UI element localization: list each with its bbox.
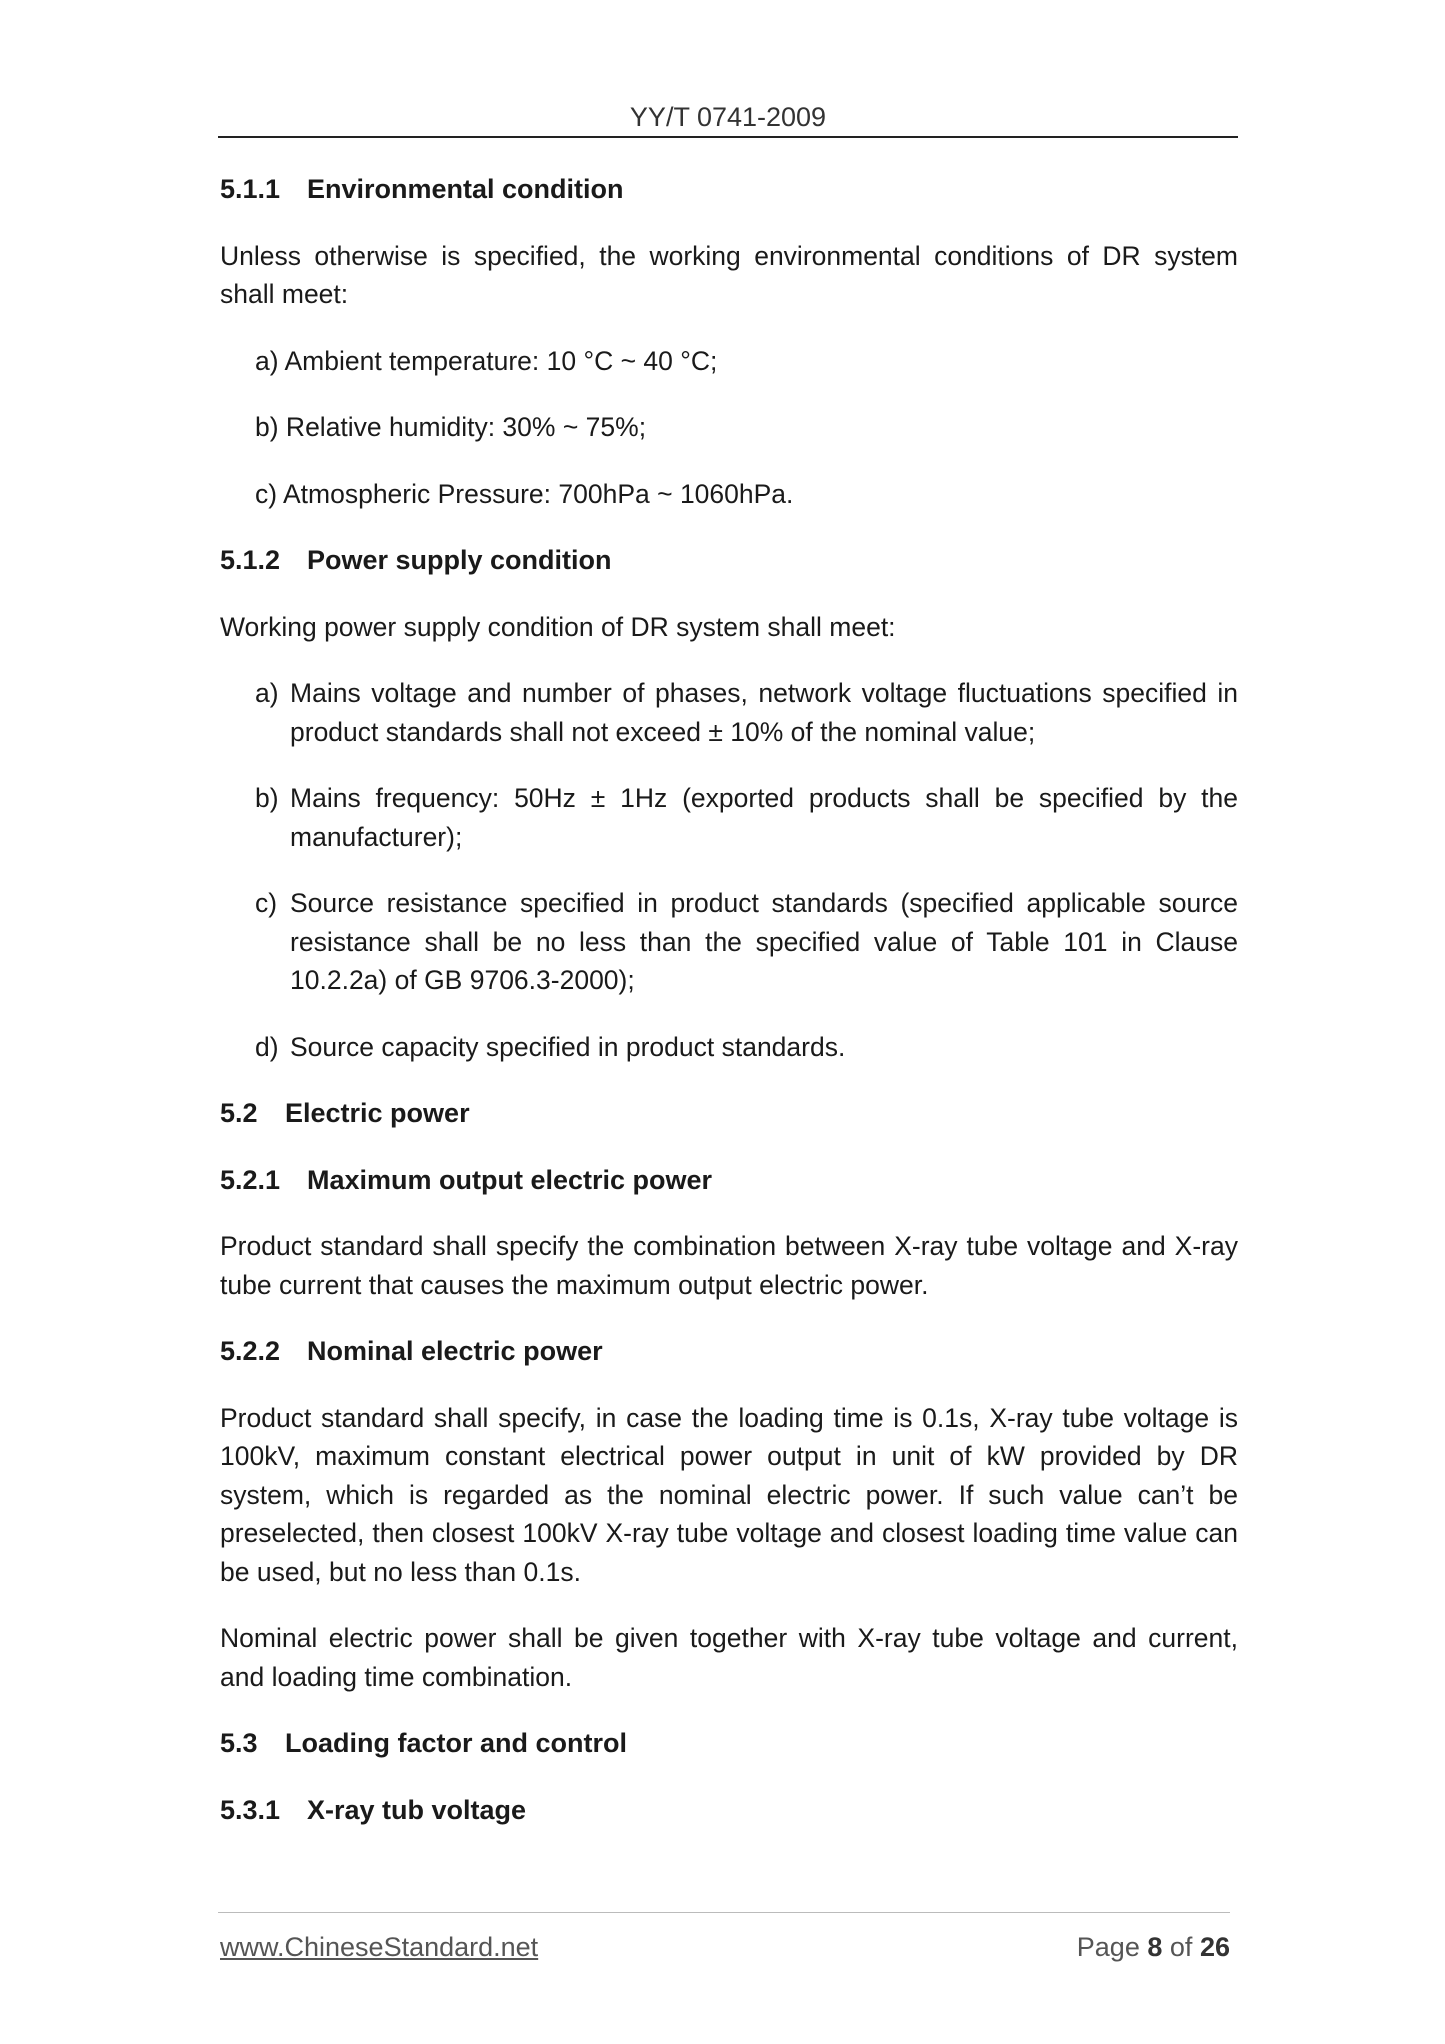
list-item: c) Atmospheric Pressure: 700hPa ~ 1060hPa. — [255, 478, 794, 509]
list-marker: d) — [255, 1031, 279, 1062]
footer-divider — [218, 1912, 1230, 1913]
section-number: 5.3 — [220, 1728, 258, 1758]
list-marker: c) — [255, 888, 278, 918]
website-link[interactable]: www.ChineseStandard.net — [220, 1932, 539, 1962]
section-title: Loading factor and control — [285, 1728, 627, 1758]
section-number: 5.3.1 — [220, 1794, 281, 1825]
list-marker: b) — [255, 783, 279, 813]
document-code: YY/T 0741-2009 — [629, 102, 827, 132]
list-item — [255, 779, 1238, 856]
paragraph: Product standard shall specify, in case the loading time is 0.1s, X-ray tube voltage is 100kV, maximum constant electrical power output in unit of kW provided by DR system, which is regarded as the nominal electric power. If such value can’t be preselected, then closest 100kV X-ray tube voltage and closest loading time value can be used, but no less than 0.1s. — [220, 1402, 1238, 1587]
page-content — [220, 170, 1238, 1857]
heading-5-1-2 — [220, 541, 1238, 580]
paragraph: Unless otherwise is specified, the working environmental conditions of DR system shall meet: — [220, 240, 1238, 309]
section-title: Environmental condition — [307, 174, 624, 204]
total-pages: 26 — [1199, 1932, 1230, 1962]
heading-5-3 — [220, 1724, 1238, 1763]
page-of: of — [1169, 1932, 1193, 1962]
section-title: X-ray tub voltage — [307, 1794, 527, 1825]
list-item — [255, 884, 1238, 1000]
section-title: Maximum output electric power — [307, 1164, 713, 1195]
section-number: 5.1.2 — [220, 545, 281, 575]
list-text: Mains frequency: 50Hz ± 1Hz (exported products shall be specified by the manufacturer); — [290, 783, 1238, 852]
section-number: 5.2.1 — [220, 1164, 281, 1195]
section-title: Electric power — [285, 1098, 470, 1128]
list-item: a) Ambient temperature: 10 °C ~ 40 °C; — [255, 345, 718, 376]
section-number: 5.1.1 — [220, 174, 281, 204]
paragraph: Nominal electric power shall be given together with X-ray tube voltage and current, and loading time combination. — [220, 1623, 1238, 1692]
heading-5-2-2 — [220, 1332, 1238, 1371]
list-item: b) Relative humidity: 30% ~ 75%; — [255, 412, 647, 442]
current-page: 8 — [1147, 1932, 1163, 1962]
page-number — [1077, 1932, 1230, 1963]
list-marker: a) — [255, 678, 279, 708]
list-text: Source resistance specified in product standards (specified applicable source resistance shall be no less than the specified value of Table 101 in Clause 10.2.2a) of GB 9706.3-2000); — [290, 888, 1238, 995]
heading-5-2 — [220, 1094, 1238, 1133]
list-item — [255, 1028, 1238, 1067]
section-number: 5.2 — [220, 1098, 258, 1128]
paragraph: Working power supply condition of DR system shall meet: — [220, 611, 896, 642]
list-text: Mains voltage and number of phases, network voltage fluctuations specified in product standards shall not exceed ± 10% of the nominal value; — [290, 678, 1238, 747]
heading-5-3-1 — [220, 1791, 1238, 1830]
page-prefix: Page — [1076, 1932, 1140, 1962]
list-item — [255, 674, 1238, 751]
heading-5-2-1 — [220, 1161, 1238, 1200]
section-title: Power supply condition — [307, 545, 612, 575]
section-number: 5.2.2 — [220, 1336, 281, 1366]
paragraph: Product standard shall specify the combination between X-ray tube voltage and X-ray tube current that causes the maximum output electric power. — [220, 1231, 1238, 1300]
heading-5-1-1 — [220, 170, 1238, 209]
list-text: Source capacity specified in product standards. — [290, 1031, 846, 1062]
section-title: Nominal electric power — [307, 1336, 603, 1366]
header-divider — [218, 136, 1238, 138]
